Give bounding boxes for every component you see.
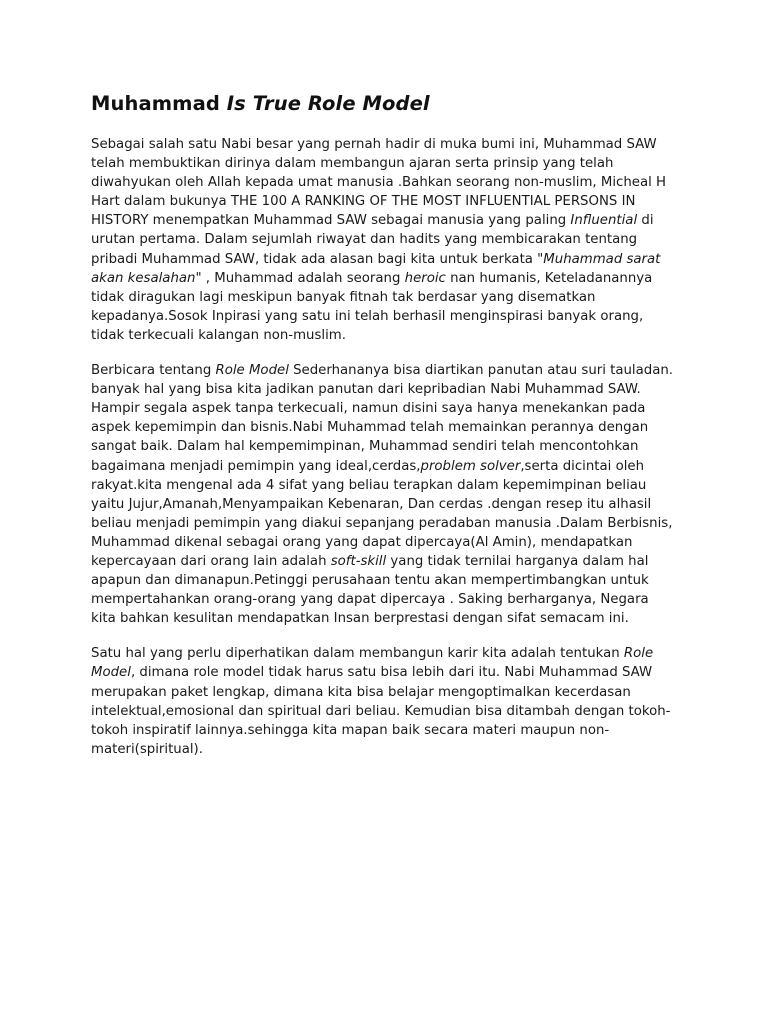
page-title [91, 92, 677, 116]
text-run: Satu hal yang perlu diperhatikan dalam membangun karir kita adalah tentukan [91, 646, 624, 662]
italic-run: "Muhammad sarat akan kesalahan" [91, 251, 661, 286]
text-run: ,serta dicintai oleh rakyat.kita mengenal ada 4 sifat yang beliau terapkan dalam kepemimpinan beliau yaitu Jujur,Amanah,Menyampaikan Kebenaran, Dan cerdas .dengan resep itu alhasil beliau menjadi pemimpin yang diakui sepanjang peradaban manusia .Dalam Berbisnis, Muhammad dikenal sebagai orang yang dapat dipercaya(Al Amin), mendapatkan kepercayaan dari orang lain adalah [91, 458, 673, 569]
document-body [91, 92, 677, 775]
italic-run: heroic [404, 270, 446, 286]
italic-run: problem solver [420, 458, 521, 474]
title-plain: Muhammad [91, 92, 227, 115]
text-run: Sederhananya bisa diartikan panutan atau suri tauladan. banyak hal yang bisa kita jadikan panutan dari kepribadian Nabi Muhammad SAW. Hampir segala aspek tanpa terkecuali, namun disini saya hanya menekankan pada aspek kepemimpin dan bisnis.Nabi Muhammad telah memainkan perannya dengan sangat baik. Dalam hal kempemimpinan, Muhammad sendiri telah mencontohkan bagaimana menjadi pemimpin yang ideal,cerdas, [91, 363, 674, 474]
italic-run: Role Model [215, 363, 289, 379]
italic-run: Role Model [91, 646, 654, 681]
paragraph-3 [91, 644, 677, 759]
text-run: nan humanis, Keteladanannya tidak diragukan lagi meskipun banyak fitnah tak berdasar yang disematkan kepadanya.Sosok Inpirasi yang satu ini telah berhasil menginspirasi banyak orang, tidak terkecuali kalangan non-muslim. [91, 270, 653, 343]
italic-run: Influential [570, 213, 638, 229]
text-run: , dimana role model tidak harus satu bisa lebih dari itu. Nabi Muhammad SAW merupakan paket lengkap, dimana kita bisa belajar mengoptimalkan kecerdasan intelektual,emosional dan spiritual dari beliau. Kemudian bisa ditambah dengan tokoh-tokoh inspiratif lainnya.sehingga kita mapan baik secara materi maupun non-materi(spiritual). [91, 665, 671, 757]
text-run: Sebagai salah satu Nabi besar yang pernah hadir di muka bumi ini, Muhammad SAW telah membuktikan dirinya dalam membangun ajaran serta prinsip yang telah diwahyukan oleh Allah kepada umat manusia .Bahkan seorang non-muslim, Micheal H Hart dalam bukunya THE 100 A RANKING OF THE MOST INFLUENTIAL PERSONS IN HISTORY menempatkan Muhammad SAW sebagai manusia yang paling [91, 137, 667, 229]
title-italic: Is True Role Model [226, 92, 430, 115]
text-run: , Muhammad adalah seorang [201, 270, 405, 286]
text-run: di urutan pertama. Dalam sejumlah riwayat dan hadits yang membicarakan tentang pribadi Muhammad SAW, tidak ada alasan bagi kita untuk berkata [91, 213, 654, 267]
italic-run: soft-skill [330, 553, 387, 569]
paragraph-2 [91, 361, 677, 628]
paragraph-1 [91, 135, 677, 345]
text-run: Berbicara tentang [91, 363, 216, 379]
text-run: yang tidak ternilai harganya dalam hal apapun dan dimanapun.Petinggi perusahaan tentu akan mempertimbangkan untuk mempertahankan orang-orang yang dapat dipercaya . Saking berharganya, Negara kita bahkan kesulitan mendapatkan Insan berprestasi dengan sifat semacam ini. [91, 553, 649, 627]
